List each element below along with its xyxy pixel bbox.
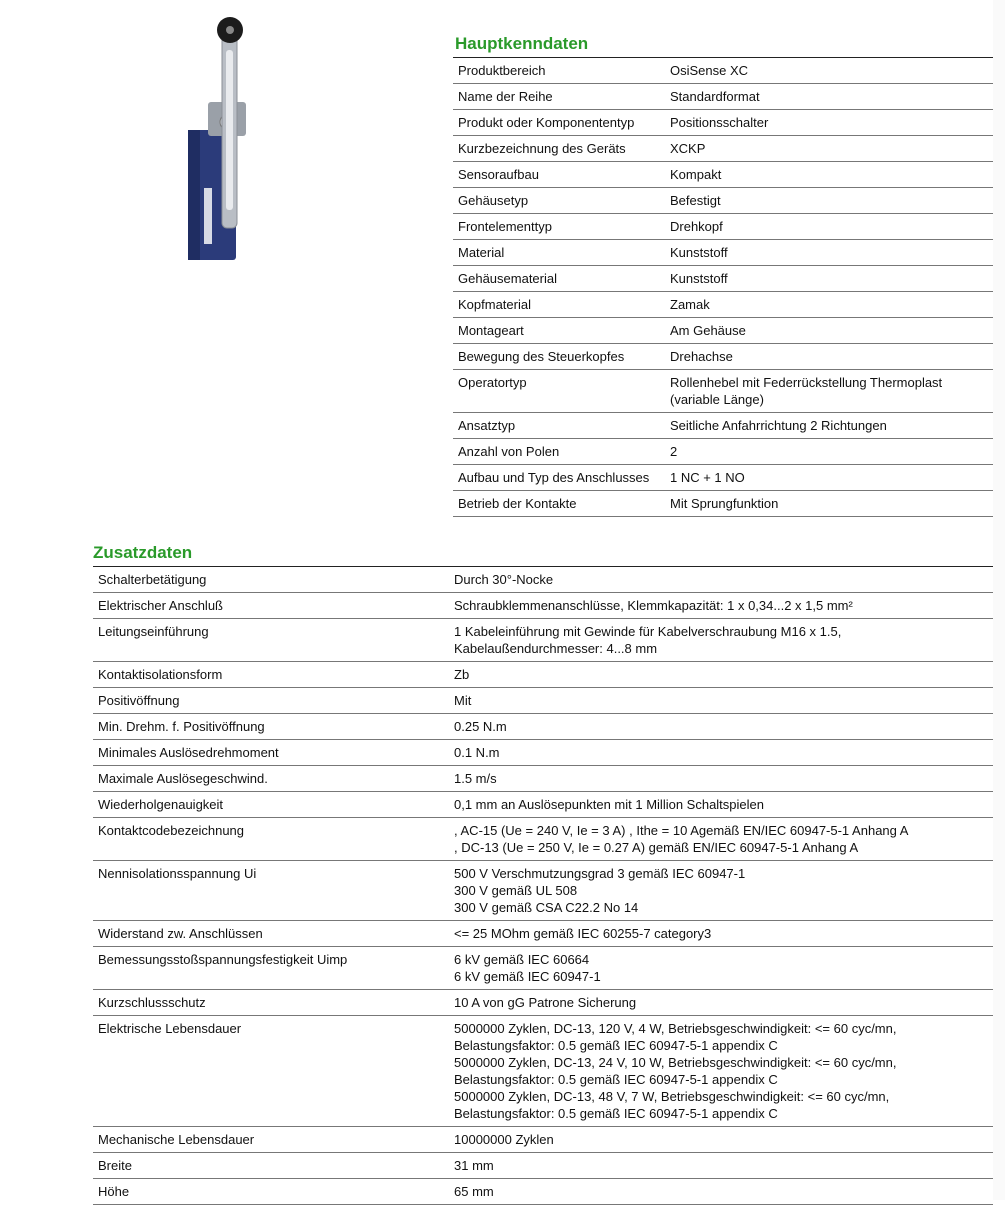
spec-label: Produkt oder Komponententyp xyxy=(453,110,665,136)
spec-label: Wiederholgenauigkeit xyxy=(93,792,449,818)
spec-value xyxy=(665,162,993,188)
spec-value xyxy=(665,344,993,370)
spec-label: Höhe xyxy=(93,1179,449,1205)
spec-value-line: Rollenhebel mit Federrückstellung Thermoplast xyxy=(670,375,943,390)
spec-value-line: 0,1 mm an Auslösepunkten mit 1 Million Schaltspielen xyxy=(454,797,764,812)
spec-row xyxy=(93,688,993,714)
spec-row xyxy=(453,110,993,136)
limit-switch-product-image xyxy=(170,10,290,272)
spec-row xyxy=(93,818,993,861)
spec-value-line: Standardformat xyxy=(670,89,760,104)
spec-label: Widerstand zw. Anschlüssen xyxy=(93,921,449,947)
spec-value-line: 300 V gemäß CSA C22.2 No 14 xyxy=(454,900,639,915)
spec-label: Min. Drehm. f. Positivöffnung xyxy=(93,714,449,740)
spec-label: Elektrischer Anschluß xyxy=(93,593,449,619)
spec-value xyxy=(665,136,993,162)
spec-value xyxy=(449,1179,993,1205)
spec-value xyxy=(665,266,993,292)
spec-value-line: 1 Kabeleinführung mit Gewinde für Kabelverschraubung M16 x 1.5, xyxy=(454,624,842,639)
spec-value-line: , DC-13 (Ue = 250 V, Ie = 0.27 A) gemäß EN/IEC 60947-5-1 Anhang A xyxy=(454,840,859,855)
spec-label: Maximale Auslösegeschwind. xyxy=(93,766,449,792)
spec-value xyxy=(665,188,993,214)
spec-value xyxy=(665,214,993,240)
spec-label: Kontaktcodebezeichnung xyxy=(93,818,449,861)
spec-value-line: 300 V gemäß UL 508 xyxy=(454,883,578,898)
spec-value-line: Positionsschalter xyxy=(670,115,769,130)
spec-value xyxy=(665,292,993,318)
spec-value-line: 5000000 Zyklen, DC-13, 24 V, 10 W, Betriebsgeschwindigkeit: <= 60 cyc/mn, xyxy=(454,1055,897,1070)
spec-row xyxy=(453,318,993,344)
spec-value-line: 1 NC + 1 NO xyxy=(670,470,745,485)
spec-value xyxy=(665,370,993,413)
spec-row xyxy=(93,766,993,792)
spec-label: Leitungseinführung xyxy=(93,619,449,662)
spec-row xyxy=(453,240,993,266)
spec-value-line: Drehkopf xyxy=(670,219,723,234)
spec-label: Kurzschlussschutz xyxy=(93,990,449,1016)
spec-label: Name der Reihe xyxy=(453,84,665,110)
spec-row xyxy=(93,1127,993,1153)
spec-value-line: OsiSense XC xyxy=(670,63,749,78)
spec-value-line: Seitliche Anfahrrichtung 2 Richtungen xyxy=(670,418,887,433)
spec-value xyxy=(449,792,993,818)
spec-value xyxy=(449,619,993,662)
spec-value xyxy=(665,491,993,517)
spec-label: Anzahl von Polen xyxy=(453,439,665,465)
spec-row xyxy=(453,58,993,84)
spec-label: Minimales Auslösedrehmoment xyxy=(93,740,449,766)
spec-value xyxy=(665,318,993,344)
spec-row xyxy=(453,439,993,465)
spec-value xyxy=(449,662,993,688)
spec-label: Gehäusetyp xyxy=(453,188,665,214)
spec-value-line: Mit Sprungfunktion xyxy=(670,496,779,511)
spec-value-line: Am Gehäuse xyxy=(670,323,746,338)
spec-value-line: Kunststoff xyxy=(670,271,728,286)
spec-label: Kopfmaterial xyxy=(453,292,665,318)
spec-value-line: 31 mm xyxy=(454,1158,494,1173)
spec-value-line: (variable Länge) xyxy=(670,392,764,407)
spec-value-line: Drehachse xyxy=(670,349,733,364)
spec-row xyxy=(93,1016,993,1127)
spec-value-line: Zamak xyxy=(670,297,710,312)
spec-value xyxy=(449,947,993,990)
spec-row xyxy=(93,619,993,662)
page-edge xyxy=(993,0,1005,1200)
spec-value-line: 6 kV gemäß IEC 60947-1 xyxy=(454,969,601,984)
spec-value-line: 500 V Verschmutzungsgrad 3 gemäß IEC 60947-1 xyxy=(454,866,746,881)
spec-value-line: XCKP xyxy=(670,141,706,156)
spec-label: Bewegung des Steuerkopfes xyxy=(453,344,665,370)
spec-row xyxy=(93,1179,993,1205)
spec-value-line: Belastungsfaktor: 0.5 gemäß IEC 60947-5-1 appendix C xyxy=(454,1106,778,1121)
spec-value xyxy=(449,567,993,593)
spec-label: Betrieb der Kontakte xyxy=(453,491,665,517)
spec-value-line: 65 mm xyxy=(454,1184,494,1199)
spec-value xyxy=(665,413,993,439)
spec-row xyxy=(93,990,993,1016)
spec-value xyxy=(449,990,993,1016)
spec-value xyxy=(665,240,993,266)
spec-value xyxy=(449,818,993,861)
spec-label: Material xyxy=(453,240,665,266)
spec-value-line: 5000000 Zyklen, DC-13, 48 V, 7 W, Betriebsgeschwindigkeit: <= 60 cyc/mn, xyxy=(454,1089,890,1104)
spec-label: Schalterbetätigung xyxy=(93,567,449,593)
spec-value-line: 10000000 Zyklen xyxy=(454,1132,554,1147)
spec-value xyxy=(665,58,993,84)
spec-value-line: Kabelaußendurchmesser: 4...8 mm xyxy=(454,641,658,656)
main-specs-table xyxy=(453,57,993,517)
spec-value-line: Belastungsfaktor: 0.5 gemäß IEC 60947-5-1 appendix C xyxy=(454,1038,778,1053)
spec-value-line: , AC-15 (Ue = 240 V, Ie = 3 A) , Ithe = 10 Agemäß EN/IEC 60947-5-1 Anhang A xyxy=(454,823,909,838)
spec-row xyxy=(93,921,993,947)
spec-label: Montageart xyxy=(453,318,665,344)
spec-label: Positivöffnung xyxy=(93,688,449,714)
spec-value-line: Kompakt xyxy=(670,167,722,182)
spec-value xyxy=(449,740,993,766)
section-title-additional: Zusatzdaten xyxy=(93,543,193,562)
spec-label: Operatortyp xyxy=(453,370,665,413)
spec-row xyxy=(453,292,993,318)
spec-value-line: Schraubklemmenanschlüsse, Klemmkapazität: 1 x 0,34...2 x 1,5 mm² xyxy=(454,598,853,613)
spec-value-line: Befestigt xyxy=(670,193,721,208)
spec-value-line: 6 kV gemäß IEC 60664 xyxy=(454,952,590,967)
spec-row xyxy=(93,740,993,766)
spec-value xyxy=(449,766,993,792)
spec-label: Mechanische Lebensdauer xyxy=(93,1127,449,1153)
spec-label: Bemessungsstoßspannungsfestigkeit Uimp xyxy=(93,947,449,990)
spec-value xyxy=(449,688,993,714)
spec-value xyxy=(665,439,993,465)
spec-label: Breite xyxy=(93,1153,449,1179)
spec-row xyxy=(453,344,993,370)
spec-label: Aufbau und Typ des Anschlusses xyxy=(453,465,665,491)
spec-value xyxy=(449,1127,993,1153)
spec-value-line: Mit xyxy=(454,693,472,708)
spec-row xyxy=(453,413,993,439)
spec-row xyxy=(93,947,993,990)
spec-row xyxy=(453,162,993,188)
spec-value xyxy=(665,84,993,110)
additional-specs-table xyxy=(93,566,993,1205)
spec-value-line: 5000000 Zyklen, DC-13, 120 V, 4 W, Betriebsgeschwindigkeit: <= 60 cyc/mn, xyxy=(454,1021,897,1036)
spec-row xyxy=(93,792,993,818)
spec-label: Kontaktisolationsform xyxy=(93,662,449,688)
spec-label: Gehäusematerial xyxy=(453,266,665,292)
spec-value xyxy=(449,861,993,921)
spec-row xyxy=(453,136,993,162)
spec-value xyxy=(449,921,993,947)
spec-row xyxy=(453,465,993,491)
spec-label: Nennisolationsspannung Ui xyxy=(93,861,449,921)
spec-row xyxy=(453,188,993,214)
spec-value-line: 0.1 N.m xyxy=(454,745,500,760)
spec-label: Frontelementtyp xyxy=(453,214,665,240)
spec-row xyxy=(93,567,993,593)
spec-row xyxy=(453,266,993,292)
spec-label: Elektrische Lebensdauer xyxy=(93,1016,449,1127)
spec-value xyxy=(449,1153,993,1179)
spec-value-line: 1.5 m/s xyxy=(454,771,497,786)
spec-row xyxy=(453,214,993,240)
spec-value-line: Kunststoff xyxy=(670,245,728,260)
spec-row xyxy=(93,1153,993,1179)
spec-row xyxy=(453,491,993,517)
spec-value xyxy=(449,714,993,740)
spec-label: Ansatztyp xyxy=(453,413,665,439)
spec-value-line: 2 xyxy=(670,444,678,459)
spec-label: Produktbereich xyxy=(453,58,665,84)
spec-value xyxy=(665,465,993,491)
spec-value-line: Durch 30°-Nocke xyxy=(454,572,554,587)
spec-value-line: Zb xyxy=(454,667,470,682)
spec-value-line: Belastungsfaktor: 0.5 gemäß IEC 60947-5-1 appendix C xyxy=(454,1072,778,1087)
spec-label: Kurzbezeichnung des Geräts xyxy=(453,136,665,162)
spec-row xyxy=(93,593,993,619)
spec-row xyxy=(93,662,993,688)
spec-row xyxy=(93,714,993,740)
spec-value xyxy=(449,1016,993,1127)
section-title-main: Hauptkenndaten xyxy=(455,34,589,53)
spec-value xyxy=(449,593,993,619)
spec-value-line: 10 A von gG Patrone Sicherung xyxy=(454,995,637,1010)
spec-row xyxy=(453,84,993,110)
spec-value-line: 0.25 N.m xyxy=(454,719,507,734)
spec-label: Sensoraufbau xyxy=(453,162,665,188)
spec-row xyxy=(453,370,993,413)
spec-value xyxy=(665,110,993,136)
spec-row xyxy=(93,861,993,921)
spec-value-line: <= 25 MOhm gemäß IEC 60255-7 category3 xyxy=(454,926,712,941)
